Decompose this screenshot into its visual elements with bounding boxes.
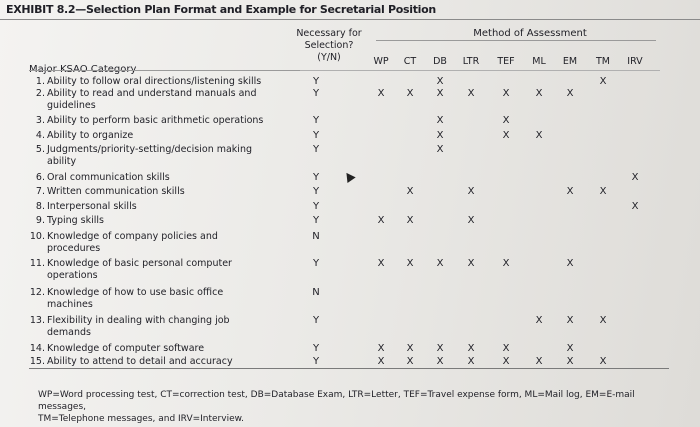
footnote-line-2: TM=Telephone messages, and IRV=Interview. <box>38 414 245 424</box>
ksao-row-text: Flexibility in dealing with changing job <box>47 315 230 326</box>
assessment-mark-tm: X <box>599 186 607 197</box>
ksao-row-text: Interpersonal skills <box>47 201 137 212</box>
assessment-mark-ct: X <box>406 88 414 99</box>
assessment-mark-ct: X <box>406 343 414 354</box>
column-header-em: EM <box>562 56 578 67</box>
ksao-row-5 <box>35 144 277 168</box>
assessment-mark-db: X <box>436 130 444 141</box>
ksao-row-2 <box>35 88 277 112</box>
ksao-row-number: 3. <box>35 115 45 126</box>
necessary-yn-value: Y <box>312 115 320 126</box>
necessary-yn-value: Y <box>312 172 320 183</box>
assessment-mark-ml: X <box>535 315 543 326</box>
column-header-ml: ML <box>532 56 546 67</box>
column-header-db: DB <box>433 56 447 67</box>
footnote-line-1: WP=Word processing test, CT=correction test, DB=Database Exam, LTR=Letter, TEF=Travel expense form, ML=Mail log, EM=E-mail messages, <box>38 390 635 412</box>
assessment-mark-db: X <box>436 115 444 126</box>
abbreviation-footnote <box>38 389 678 425</box>
assessment-mark-ct: X <box>406 258 414 269</box>
assessment-mark-wp: X <box>377 343 385 354</box>
ksao-row-text: machines <box>47 299 93 310</box>
assessment-mark-ltr: X <box>467 343 475 354</box>
ksao-row-10 <box>29 231 277 255</box>
ksao-row-number: 6. <box>35 172 45 183</box>
ksao-row-number: 12. <box>29 287 45 298</box>
ksao-row-7 <box>35 186 277 198</box>
assessment-mark-wp: X <box>377 88 385 99</box>
necessary-yn-value: N <box>312 231 320 242</box>
assessment-mark-tef: X <box>502 130 510 141</box>
necessary-yn-value: Y <box>312 201 320 212</box>
header-bottom-rule-right <box>300 70 660 71</box>
assessment-mark-ml: X <box>535 88 543 99</box>
assessment-mark-tef: X <box>502 343 510 354</box>
table-bottom-rule <box>29 368 669 369</box>
column-header-tef: TEF <box>497 56 515 67</box>
assessment-mark-irv: X <box>631 172 639 183</box>
assessment-mark-tm: X <box>599 356 607 367</box>
cursor-arrow-icon <box>342 170 355 183</box>
ksao-row-number: 5. <box>35 144 45 155</box>
ksao-row-text: demands <box>47 327 91 338</box>
assessment-mark-em: X <box>566 343 574 354</box>
column-header-tm: TM <box>596 56 610 67</box>
ksao-row-8 <box>35 201 277 213</box>
assessment-mark-wp: X <box>377 258 385 269</box>
ksao-row-13 <box>29 315 277 339</box>
ksao-row-text: guidelines <box>47 100 96 111</box>
assessment-mark-ltr: X <box>467 356 475 367</box>
ksao-row-text: Ability to follow oral directions/listening skills <box>47 76 262 87</box>
assessment-mark-db: X <box>436 356 444 367</box>
ksao-row-text: procedures <box>47 243 101 254</box>
ksao-row-text: Typing skills <box>47 215 105 226</box>
ksao-row-text: Knowledge of how to use basic office <box>47 287 224 298</box>
assessment-mark-ml: X <box>535 130 543 141</box>
ksao-row-text: operations <box>47 270 98 281</box>
assessment-mark-ltr: X <box>467 258 475 269</box>
yn-label: (Y/N) <box>317 52 341 63</box>
assessment-mark-tef: X <box>502 88 510 99</box>
method-underline <box>376 40 656 41</box>
assessment-mark-db: X <box>436 76 444 87</box>
ksao-row-text: Knowledge of basic personal computer <box>47 258 232 269</box>
selection-label: Selection? <box>304 40 354 51</box>
assessment-mark-db: X <box>436 144 444 155</box>
assessment-mark-tef: X <box>502 356 510 367</box>
ksao-row-number: 9. <box>35 215 45 226</box>
assessment-mark-ltr: X <box>467 215 475 226</box>
ksao-row-text: ability <box>47 156 77 167</box>
assessment-mark-ltr: X <box>467 88 475 99</box>
assessment-mark-ct: X <box>406 186 414 197</box>
ksao-row-number: 10. <box>29 231 45 242</box>
ksao-row-text: Ability to organize <box>47 130 134 141</box>
ksao-row-15 <box>29 356 277 368</box>
assessment-mark-em: X <box>566 356 574 367</box>
ksao-row-4 <box>35 130 277 142</box>
ksao-row-number: 1. <box>35 76 45 87</box>
method-of-assessment-title: Method of Assessment <box>473 28 587 39</box>
assessment-mark-db: X <box>436 343 444 354</box>
exhibit-title: EXHIBIT 8.2—Selection Plan Format and Example for Secretarial Position <box>6 3 436 16</box>
necessary-yn-value: Y <box>312 186 320 197</box>
ksao-row-text: Written communication skills <box>47 186 185 197</box>
assessment-mark-tef: X <box>502 258 510 269</box>
assessment-mark-ltr: X <box>467 186 475 197</box>
ksao-row-14 <box>29 343 277 355</box>
ksao-row-number: 15. <box>29 356 45 367</box>
ksao-row-12 <box>29 287 277 311</box>
ksao-row-text: Ability to perform basic arithmetic operations <box>47 115 264 126</box>
ksao-row-number: 4. <box>35 130 45 141</box>
assessment-mark-db: X <box>436 258 444 269</box>
ksao-row-text: Oral communication skills <box>47 172 170 183</box>
ksao-row-3 <box>35 115 277 127</box>
assessment-mark-em: X <box>566 88 574 99</box>
top-rule <box>0 19 700 20</box>
necessary-yn-value: Y <box>312 315 320 326</box>
ksao-row-text: Knowledge of computer software <box>47 343 205 354</box>
necessary-yn-value: Y <box>312 130 320 141</box>
ksao-row-number: 7. <box>35 186 45 197</box>
necessary-yn-value: Y <box>312 88 320 99</box>
ksao-row-9 <box>35 215 277 227</box>
column-header-irv: IRV <box>627 56 643 67</box>
assessment-mark-em: X <box>566 315 574 326</box>
ksao-row-6 <box>35 172 277 184</box>
ksao-row-text: Knowledge of company policies and <box>47 231 218 242</box>
assessment-mark-irv: X <box>631 201 639 212</box>
assessment-mark-tef: X <box>502 115 510 126</box>
column-header-ltr: LTR <box>462 56 480 67</box>
necessary-yn-value: N <box>312 287 320 298</box>
ksao-row-text: Judgments/priority-setting/decision making <box>47 144 253 155</box>
assessment-mark-em: X <box>566 258 574 269</box>
necessary-for-label: Necessary for <box>296 28 362 39</box>
ksao-row-number: 13. <box>29 315 45 326</box>
column-header-ct: CT <box>403 56 417 67</box>
assessment-mark-wp: X <box>377 356 385 367</box>
ksao-row-number: 8. <box>35 201 45 212</box>
assessment-mark-tm: X <box>599 315 607 326</box>
column-header-wp: WP <box>373 56 389 67</box>
assessment-mark-em: X <box>566 186 574 197</box>
ksao-row-text: Ability to read and understand manuals and <box>47 88 257 99</box>
assessment-mark-wp: X <box>377 215 385 226</box>
ksao-row-1 <box>35 76 277 88</box>
ksao-row-text: Ability to attend to detail and accuracy <box>47 356 233 367</box>
necessary-yn-value: Y <box>312 258 320 269</box>
necessary-yn-value: Y <box>312 144 320 155</box>
ksao-row-number: 2. <box>35 88 45 99</box>
ksao-row-11 <box>29 258 277 282</box>
necessary-yn-value: Y <box>312 215 320 226</box>
necessary-yn-value: Y <box>312 356 320 367</box>
necessary-yn-value: Y <box>312 76 320 87</box>
assessment-mark-db: X <box>436 88 444 99</box>
ksao-row-number: 14. <box>29 343 45 354</box>
assessment-mark-ml: X <box>535 356 543 367</box>
necessary-yn-value: Y <box>312 343 320 354</box>
ksao-row-number: 11. <box>29 258 45 269</box>
assessment-mark-ct: X <box>406 215 414 226</box>
assessment-mark-ct: X <box>406 356 414 367</box>
necessary-for-selection-header <box>288 28 370 64</box>
assessment-mark-tm: X <box>599 76 607 87</box>
